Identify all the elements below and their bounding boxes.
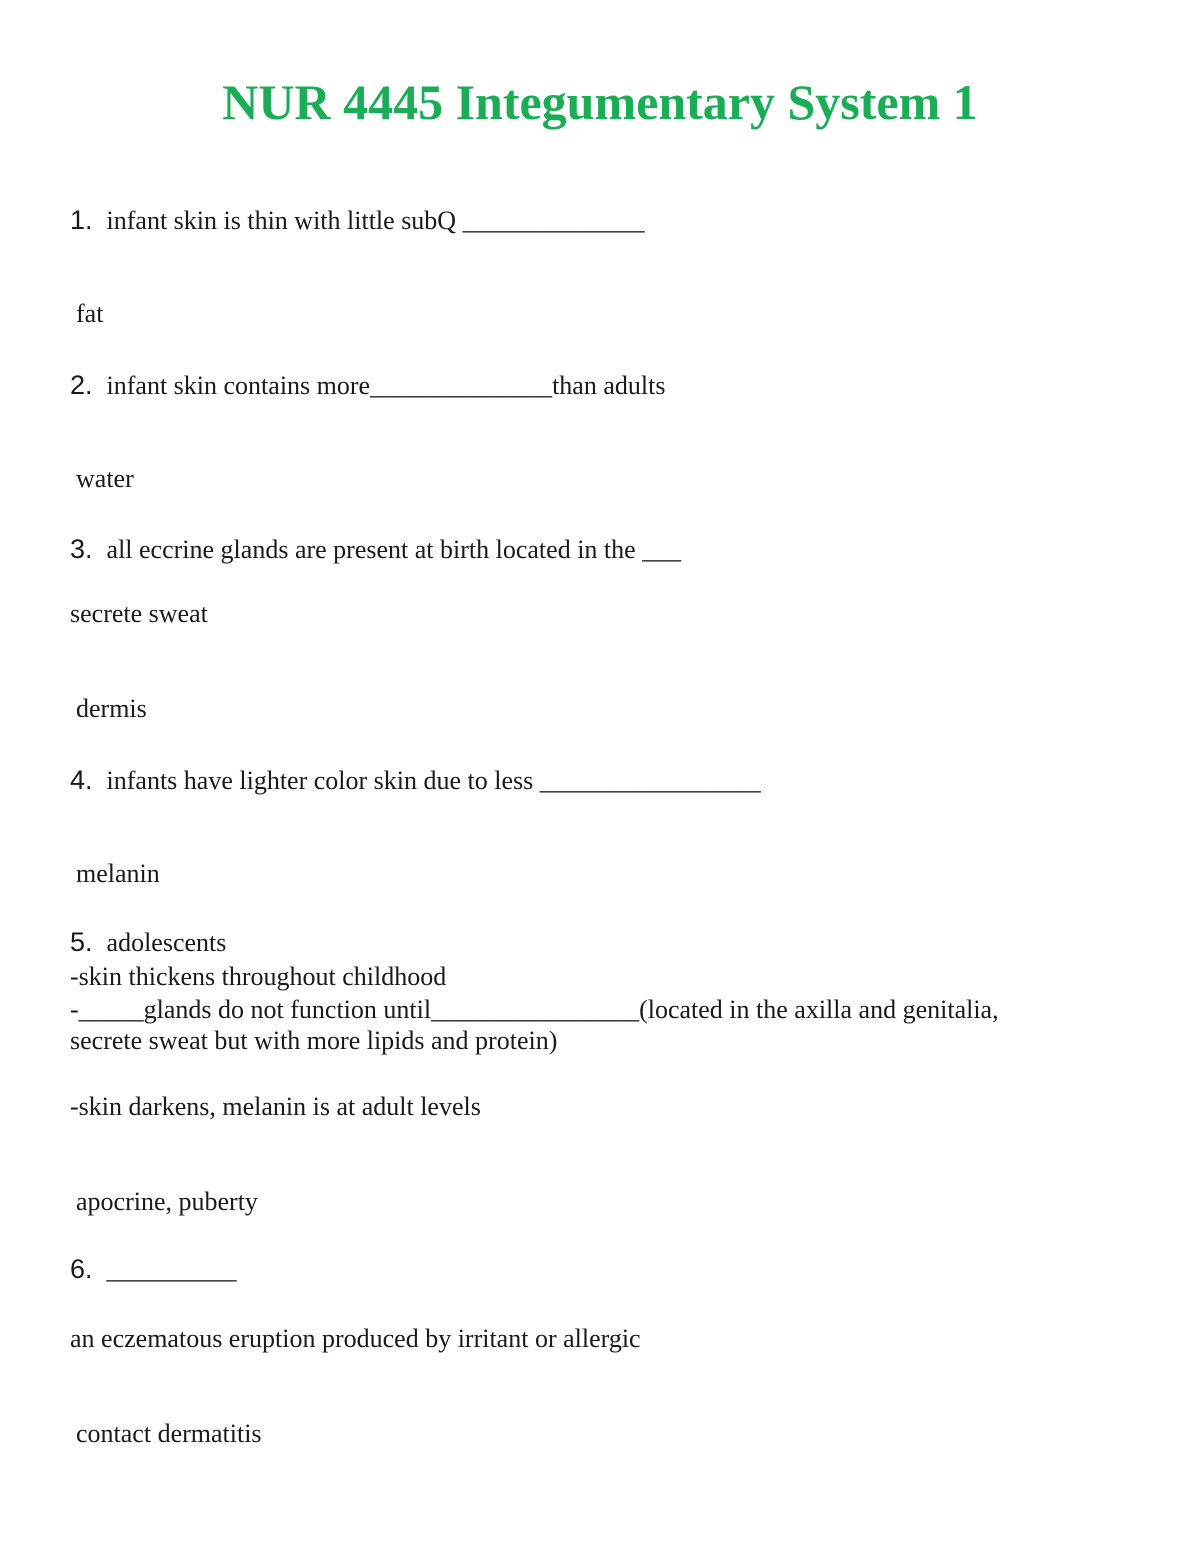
question-text: __________ (106, 1255, 237, 1284)
answer-3: dermis (76, 694, 147, 723)
question-number: 6. (70, 1254, 93, 1284)
question-2 (70, 369, 665, 402)
question-5-line-3: secrete sweat but with more lipids and protein) (70, 1026, 558, 1055)
question-5-line-4: -skin darkens, melanin is at adult levels (70, 1092, 481, 1121)
question-text: all eccrine glands are present at birth located in the ___ (106, 535, 682, 564)
question-text: infants have lighter color skin due to less _________________ (106, 766, 761, 795)
question-number: 2. (70, 370, 93, 400)
question-6 (70, 1253, 237, 1286)
question-text: infant skin contains more______________than adults (106, 371, 666, 400)
answer-4: melanin (76, 859, 160, 888)
page-title: NUR 4445 Integumentary System 1 (222, 74, 978, 130)
question-6-note: an eczematous eruption produced by irritant or allergic (70, 1324, 641, 1353)
question-text: adolescents (106, 928, 227, 957)
question-1 (70, 204, 645, 237)
question-3 (70, 533, 681, 566)
question-text: infant skin is thin with little subQ ______________ (106, 206, 645, 235)
answer-1: fat (76, 299, 104, 328)
question-4 (70, 764, 761, 797)
answer-5: apocrine, puberty (76, 1187, 258, 1216)
question-number: 5. (70, 927, 93, 957)
question-5 (70, 926, 226, 959)
question-3-note: secrete sweat (70, 599, 208, 628)
question-number: 3. (70, 534, 93, 564)
question-5-line-2: -_____glands do not function until________________(located in the axilla and genitalia, (70, 995, 999, 1024)
question-number: 1. (70, 205, 93, 235)
question-5-line-1: -skin thickens throughout childhood (70, 962, 447, 991)
question-number: 4. (70, 765, 93, 795)
answer-2: water (76, 464, 134, 493)
answer-6: contact dermatitis (76, 1419, 262, 1448)
